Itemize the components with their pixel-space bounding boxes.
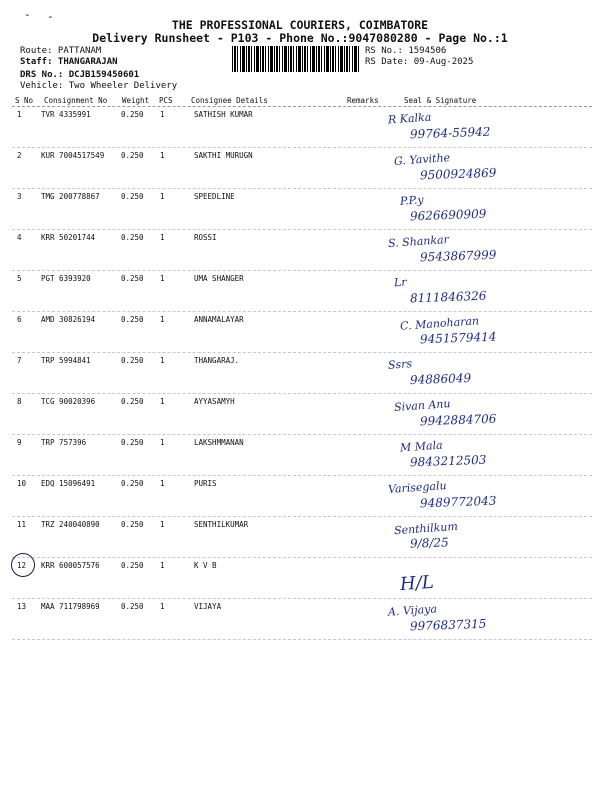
handwritten-signature: [380, 274, 590, 314]
signature-name: Senthilkum: [393, 519, 459, 538]
pieces-count: 1: [160, 110, 165, 119]
weight-value: 0.250: [121, 520, 144, 529]
weight-value: 0.250: [121, 151, 144, 160]
column-header-pcs: PCS: [159, 96, 173, 105]
signature-phone: 9500924869: [419, 165, 497, 183]
header-rule: [12, 106, 592, 107]
rs-date: RS Date: 09-Aug-2025: [365, 57, 474, 67]
consignee-name: THANGARAJ.: [194, 356, 240, 365]
table-row: [0, 315, 600, 355]
consignment-number: TVR 4335991: [41, 110, 91, 119]
handwritten-signature: [380, 479, 590, 519]
weight-value: 0.250: [121, 356, 144, 365]
handwritten-signature: [380, 520, 590, 560]
signature-phone: 9/8/25: [409, 535, 449, 551]
route-label: Route: PATTANAM: [20, 46, 102, 56]
serial-number: 12: [17, 561, 27, 570]
pieces-count: 1: [160, 192, 165, 201]
weight-value: 0.250: [121, 561, 144, 570]
table-row: [0, 110, 600, 150]
weight-value: 0.250: [121, 602, 144, 611]
signature-phone: 9942884706: [419, 411, 497, 429]
serial-number: 1: [17, 110, 22, 119]
stray-dash-mark: -: [24, 8, 31, 21]
row-12-circle-mark: [11, 553, 35, 577]
table-row: [0, 397, 600, 437]
signature-name: M Mala: [399, 438, 444, 455]
consignee-name: SENTHILKUMAR: [194, 520, 249, 529]
staff-label: Staff: THANGARAJAN: [20, 57, 118, 67]
pieces-count: 1: [160, 397, 165, 406]
pieces-count: 1: [160, 233, 165, 242]
table-row: [0, 192, 600, 232]
handwritten-signature: [380, 356, 590, 396]
column-header-consignee: Consignee Details: [191, 96, 268, 105]
consignee-name: SAKTHI MURUGN: [194, 151, 253, 160]
serial-number: 9: [17, 438, 22, 447]
signature-name: H/L: [399, 571, 435, 596]
signature-name: C. Manoharan: [399, 314, 480, 333]
column-header-seal: Seal & Signature: [404, 96, 477, 105]
signature-name: Ssrs: [387, 357, 413, 372]
drs-number: DRS No.: DCJB159450601: [20, 70, 140, 80]
table-row: [0, 561, 600, 601]
signature-name: R Kalka: [387, 110, 432, 127]
signature-phone: 9976837315: [409, 616, 487, 634]
consignee-name: SPEEDLINE: [194, 192, 235, 201]
handwritten-signature: [380, 561, 590, 601]
handwritten-signature: [380, 602, 590, 642]
consignment-number: KRR 50201744: [41, 233, 96, 242]
serial-number: 8: [17, 397, 22, 406]
serial-number: 10: [17, 479, 27, 488]
pieces-count: 1: [160, 151, 165, 160]
serial-number: 4: [17, 233, 22, 242]
consignment-number: TRP 5994841: [41, 356, 91, 365]
consignment-number: KRR 600057576: [41, 561, 100, 570]
weight-value: 0.250: [121, 479, 144, 488]
signature-name: Lr: [393, 275, 408, 290]
company-title: THE PROFESSIONAL COURIERS, COIMBATORE: [171, 18, 429, 32]
weight-value: 0.250: [121, 274, 144, 283]
signature-name: S. Shankar: [387, 232, 450, 251]
consignment-number: PGT 6393920: [41, 274, 91, 283]
weight-value: 0.250: [121, 315, 144, 324]
runsheet-subtitle: Delivery Runsheet - P103 - Phone No.:9047080280 - Page No.:1: [92, 31, 508, 45]
handwritten-signature: [380, 110, 590, 150]
signature-phone: 9451579414: [419, 329, 497, 347]
signature-name: Varisegalu: [387, 478, 448, 497]
signature-name: Sivan Anu: [393, 397, 451, 414]
consignment-number: KUR 7004517549: [41, 151, 105, 160]
signature-phone: 9843212503: [409, 452, 487, 470]
pieces-count: 1: [160, 520, 165, 529]
signature-phone: 99764-55942: [409, 124, 491, 142]
serial-number: 11: [17, 520, 27, 529]
rs-number: RS No.: 1594506: [365, 46, 447, 56]
consignment-number: TCG 90020396: [41, 397, 96, 406]
vehicle-label: Vehicle: Two Wheeler Delivery: [20, 81, 178, 91]
table-row: [0, 602, 600, 642]
consignment-number: MAA 711798969: [41, 602, 100, 611]
handwritten-signature: [380, 315, 590, 355]
stray-dash-mark: -: [47, 10, 54, 23]
table-row: [0, 274, 600, 314]
pieces-count: 1: [160, 356, 165, 365]
handwritten-signature: [380, 192, 590, 232]
signature-phone: 9543867999: [419, 247, 497, 265]
consignment-number: TRZ 240040890: [41, 520, 100, 529]
serial-number: 6: [17, 315, 22, 324]
signature-phone: 94886049: [409, 370, 472, 388]
consignee-name: PURIS: [194, 479, 217, 488]
table-row: [0, 520, 600, 560]
consignment-number: EDQ 15096491: [41, 479, 96, 488]
signature-name: P.P.y: [399, 193, 424, 208]
consignment-number: TRP 757396: [41, 438, 87, 447]
pieces-count: 1: [160, 602, 165, 611]
weight-value: 0.250: [121, 397, 144, 406]
pieces-count: 1: [160, 315, 165, 324]
barcode-image: [232, 46, 360, 72]
table-row: [0, 233, 600, 273]
weight-value: 0.250: [121, 110, 144, 119]
signature-name: G. Yavithe: [393, 151, 451, 168]
consignee-name: ROSSI: [194, 233, 217, 242]
consignee-name: SATHISH KUMAR: [194, 110, 253, 119]
weight-value: 0.250: [121, 192, 144, 201]
consignment-number: TMG 200778867: [41, 192, 100, 201]
column-header-sno: S No: [15, 96, 34, 105]
serial-number: 5: [17, 274, 22, 283]
column-header-remarks: Remarks: [347, 96, 379, 105]
column-header-consignment: Consignment No: [44, 96, 108, 105]
weight-value: 0.250: [121, 233, 144, 242]
column-header-weight: Weight: [122, 96, 150, 105]
pieces-count: 1: [160, 479, 165, 488]
handwritten-signature: [380, 438, 590, 478]
consignee-name: LAKSHMMANAN: [194, 438, 244, 447]
signature-phone: 8111846326: [409, 288, 487, 306]
handwritten-signature: [380, 233, 590, 273]
table-row: [0, 151, 600, 191]
consignee-name: AYYASAMYH: [194, 397, 235, 406]
consignee-name: ANNAMALAYAR: [194, 315, 244, 324]
pieces-count: 1: [160, 438, 165, 447]
serial-number: 2: [17, 151, 22, 160]
table-row: [0, 479, 600, 519]
table-row: [0, 438, 600, 478]
serial-number: 13: [17, 602, 27, 611]
signature-phone: 9626690909: [409, 206, 487, 224]
handwritten-signature: [380, 151, 590, 191]
pieces-count: 1: [160, 561, 165, 570]
signature-name: A. Vijaya: [387, 602, 438, 619]
handwritten-signature: [380, 397, 590, 437]
consignee-name: UMA SHANGER: [194, 274, 244, 283]
signature-phone: 9489772043: [419, 493, 497, 511]
consignee-name: VIJAYA: [194, 602, 222, 611]
consignment-number: AMD 30826194: [41, 315, 96, 324]
serial-number: 3: [17, 192, 22, 201]
weight-value: 0.250: [121, 438, 144, 447]
consignee-name: K V B: [194, 561, 217, 570]
pieces-count: 1: [160, 274, 165, 283]
serial-number: 7: [17, 356, 22, 365]
table-row: [0, 356, 600, 396]
